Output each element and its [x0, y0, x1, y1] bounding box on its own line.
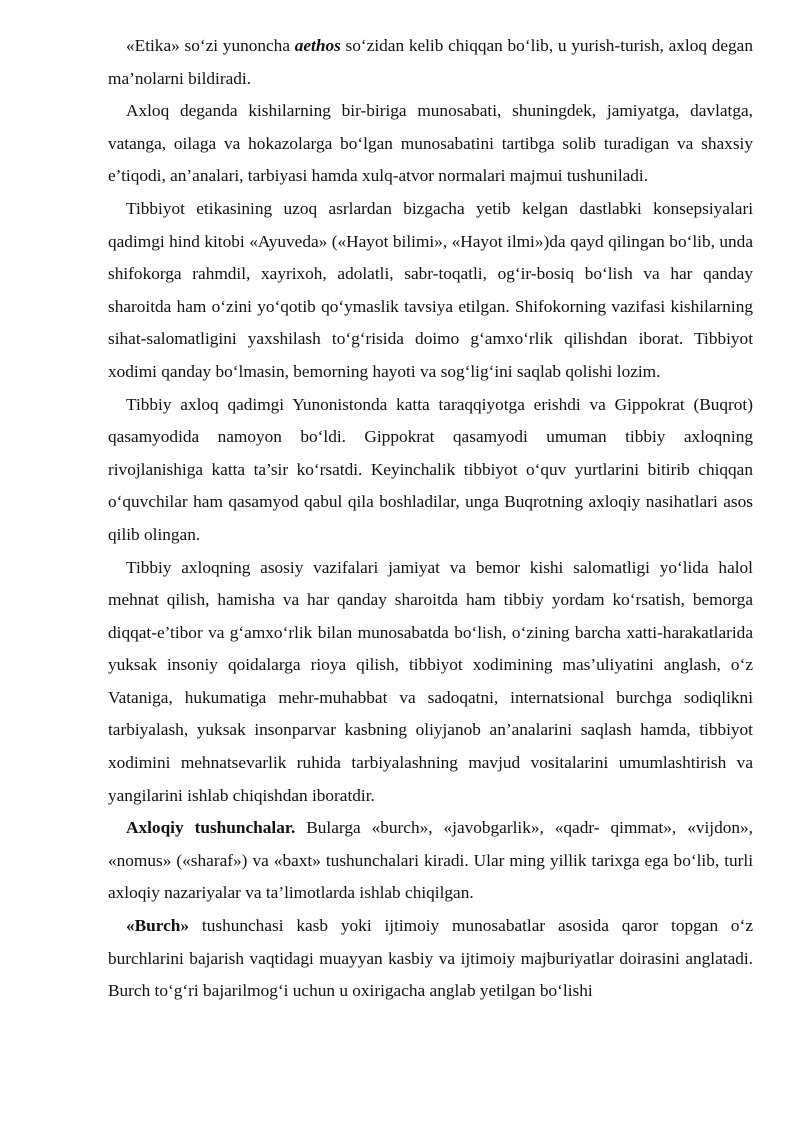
paragraph-gippokrat: Tibbiy axloq qadimgi Yunonistonda katta taraqqiyotga erishdi va Gippokrat (Buqrot) qasamyodida namoyon bo‘ldi. Gippokrat qasamyodi umuman tibbiy axloqning rivojlanishiga katta ta’sir ko‘rsatdi. Keyinchalik tibbiyot o‘quv yurtlarini bitirib chiqqan o‘quvchilar ham qasamyod qabul qila boshladilar, unga Buqrotning axloqiy nasihatlari asos qilib olingan. — [108, 394, 753, 544]
paragraph-text: «Etika» so‘zi yunoncha — [126, 36, 295, 55]
paragraph-ayuveda: Tibbiyot etikasining uzoq asrlardan bizgacha yetib kelgan dastlabki konsepsiyalari qadimgi hind kitobi «Ayuveda» («Hayot bilimi», «Hayot ilmi»)da qayd qilingan bo‘lib, unda shifokorga rahmdil, xayrixoh, adolatli, sabr-toqatli, og‘ir-bosiq bo‘lish va har qanday sharoitda ham o‘zini yo‘qotib qo‘ymaslik tavsiya etilgan. Shifokorning vazifasi kishilarning sihat-salomatligini yaxshilash to‘g‘risida doimo g‘amxo‘rlik qilishdan iborat. Tibbiyot xodimi qanday bo‘lmasin, bemorning hayoti va sog‘lig‘ini saqlab qolishi lozim. — [108, 198, 753, 381]
term-aethos: aethos — [294, 36, 341, 55]
paragraph-axloq-definition: Axloq deganda kishilarning bir-biriga munosabati, shuningdek, jamiyatga, davlatga, vatanga, oilaga va hokazolarga bo‘lgan munosabatini tartibga solib turadigan va shaxsiy e’tiqodi, an’analari, tarbiyasi hamda xulq-atvor normalari majmui tushuniladi. — [108, 101, 753, 186]
paragraph-medical-ethics-tasks: Tibbiy axloqning asosiy vazifalari jamiyat va bemor kishi salomatligi yo‘lida halol mehnat qilish, hamisha va har qanday sharoitda ham tibbiy yordam ko‘rsatish, bemorga diqqat-e’tibor va g‘amxo‘rlik bilan munosabatda bo‘lish, o‘zining barcha xatti-harakatlarida yuksak insoniy qoidalarga rioya qilish, tibbiyot xodimining mas’uliyatini anglash, o‘z Vataniga, hukumatiga mehr-muhabbat va sadoqatni, internatsional burchga sodiqlikni tarbiyalash, yuksak insonparvar kasbning oliyjanob an’analarini saqlash hamda, tibbiyot xodimini mehnatsevarlik ruhida tarbiyalashning mavjud vositalarini umumlashtirish va yangilarini ishlab chiqishdan iboratdir. — [108, 557, 753, 805]
document-page — [108, 30, 753, 1008]
paragraph-text: so‘zidan kelib chiqqan bo‘lib, u yurish-turish, axloq degan ma’nolarni bildiradi. — [108, 36, 753, 88]
paragraph-burch — [108, 910, 753, 1008]
term-burch: «Burch» — [126, 916, 190, 936]
paragraph-text: tushunchasi kasb yoki ijtimoiy munosabatlar asosida qaror topgan o‘z burchlarini bajarish vaqtidagi muayyan kasbiy va ijtimoiy majburiyatlar doirasini anglatadi. Burch to‘g‘ri bajarilmog‘i uchun u oxirigacha anglab yetilgan bo‘lishi — [108, 916, 753, 1001]
paragraph-ethical-concepts — [108, 812, 753, 910]
paragraph-text: Bularga «burch», «javobgarlik», «qadr- qimmat», «vijdon», «nomus» («sharaf») va «baxt» tushunchalari kiradi. Ular ming yillik tarixga ega bo‘lib, turli axloqiy nazariyalar va ta’limotlarda ishlab chiqilgan. — [108, 818, 753, 903]
paragraph-etika-definition — [108, 30, 753, 95]
section-heading: Axloqiy tushunchalar. — [126, 818, 296, 838]
